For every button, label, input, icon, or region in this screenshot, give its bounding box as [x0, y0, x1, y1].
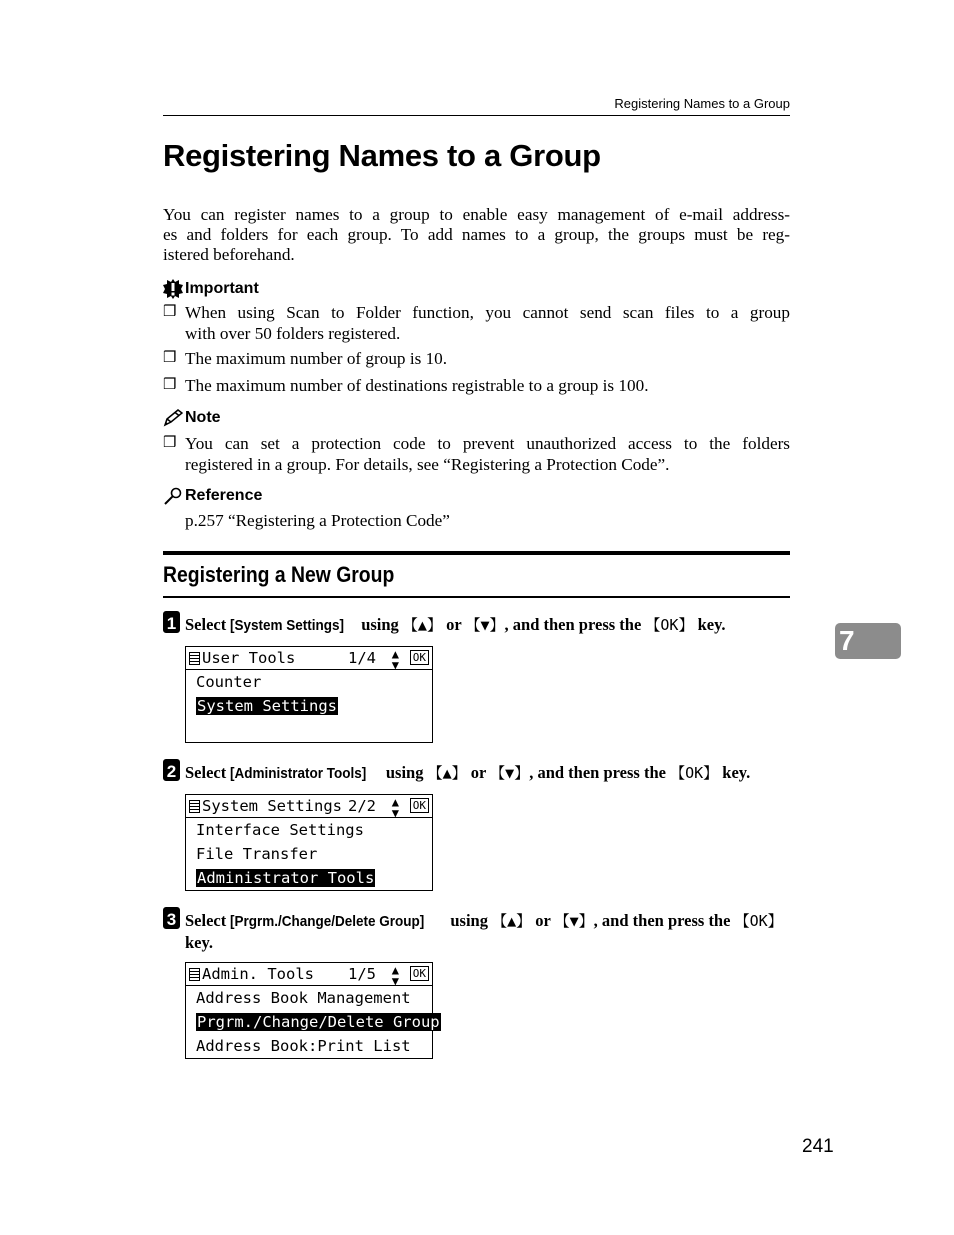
lcd-title: System Settings	[202, 797, 342, 815]
up-down-arrows-icon: ▲ ▼	[391, 795, 399, 820]
step-text-part: , and then press the	[529, 763, 671, 782]
key-ok: 【OK】	[670, 764, 719, 782]
checkbox-icon: ❒	[163, 350, 177, 366]
intro-line: You can register names to a group to enable easy management of e-mail address-	[163, 205, 790, 224]
section-title: Registering a New Group	[163, 562, 395, 587]
lcd-header	[186, 647, 432, 670]
lcd-ok-key: OK	[410, 650, 429, 665]
chapter-tab: 7	[835, 623, 901, 659]
lcd-ok-key: OK	[410, 798, 429, 813]
page-number: 241	[802, 1136, 834, 1157]
step-text-part: using	[446, 911, 493, 930]
lcd-row-text: Prgrm./Change/Delete Group	[197, 1013, 440, 1031]
lcd-screen	[185, 646, 433, 743]
step-text-part: Select	[185, 763, 231, 782]
menu-item-name: [Prgrm./Change/Delete Group]	[230, 913, 425, 930]
note-item	[163, 433, 790, 475]
lcd-title: Admin. Tools	[202, 965, 314, 983]
important-item	[163, 302, 790, 344]
pencil-icon	[163, 409, 183, 427]
step-number: 2	[163, 759, 180, 781]
important-item	[163, 375, 790, 396]
lcd-header	[186, 963, 432, 986]
step-text-part: using	[357, 615, 403, 634]
lcd-row-text: File Transfer	[196, 845, 318, 863]
lcd-row	[186, 842, 432, 866]
document-icon	[189, 800, 200, 813]
intro-line: istered beforehand.	[163, 245, 295, 264]
step-text-part: or	[441, 615, 466, 634]
reference-heading-label: Reference	[185, 487, 263, 504]
magnifier-icon	[163, 487, 183, 505]
important-icon	[163, 279, 183, 299]
lcd-page: 2/2	[348, 797, 376, 815]
lcd-row	[186, 986, 432, 1010]
important-heading	[163, 279, 259, 299]
up-down-arrows-icon: ▲ ▼	[391, 963, 399, 988]
step-number: 3	[163, 907, 180, 929]
lcd-row-text: Address Book Management	[196, 989, 411, 1007]
lcd-page: 1/4	[348, 649, 376, 667]
intro-line: es and folders for each group. To add names to a group, the groups must be reg-	[163, 225, 790, 244]
step-text-part: using	[381, 763, 428, 782]
lcd-row	[186, 670, 432, 694]
up-down-arrows-icon: ▲ ▼	[391, 647, 399, 672]
step-text-part: , and then press the	[504, 615, 646, 634]
item-line: When using Scan to Folder function, you cannot send scan files to a group	[185, 303, 790, 322]
step-text-part: , and then press the	[593, 911, 735, 930]
menu-item-name: [Administrator Tools]	[230, 765, 367, 782]
step-instruction	[185, 762, 750, 783]
step-text-part: Select	[185, 615, 231, 634]
lcd-screen	[185, 794, 433, 891]
lcd-row	[186, 818, 432, 842]
page-title: Registering Names to a Group	[163, 138, 601, 173]
document-icon	[189, 652, 200, 665]
key-ok: 【OK】	[645, 616, 694, 634]
item-line: You can set a protection code to prevent unauthorized access to the folders	[185, 434, 790, 453]
section-rule-top	[163, 551, 790, 555]
item-line: The maximum number of group is 10.	[185, 349, 448, 368]
step-text-part: or	[466, 763, 491, 782]
key-up: 【▲】	[427, 764, 467, 782]
key-up: 【▲】	[402, 616, 442, 634]
key-down: 【▼】	[554, 912, 594, 930]
step-instruction	[185, 910, 790, 953]
header-rule	[163, 115, 790, 116]
step-number: 1	[163, 611, 180, 633]
lcd-row	[186, 718, 432, 742]
lcd-row-text: Address Book:Print List	[196, 1037, 411, 1055]
lcd-row-text: System Settings	[197, 697, 337, 715]
lcd-title: User Tools	[202, 649, 296, 667]
section-rule-bottom	[163, 596, 790, 598]
step-text-part: Select	[185, 911, 231, 930]
item-line: registered in a group. For details, see “Registering a Protection Code”.	[185, 455, 670, 474]
item-line: The maximum number of destinations registrable to a group is 100.	[185, 376, 649, 395]
lcd-ok-key: OK	[410, 966, 429, 981]
checkbox-icon: ❒	[163, 304, 177, 320]
key-down: 【▼】	[465, 616, 505, 634]
running-head: Registering Names to a Group	[614, 96, 790, 111]
key-ok: 【OK】	[734, 912, 783, 930]
item-line: with over 50 folders registered.	[185, 324, 401, 343]
checkbox-icon: ❒	[163, 435, 177, 451]
intro-paragraph	[163, 205, 790, 265]
step-text-part: key.	[185, 933, 213, 952]
lcd-row-selected	[186, 694, 432, 718]
lcd-row-selected	[186, 866, 432, 890]
lcd-row-text: Counter	[196, 673, 262, 691]
lcd-screen	[185, 962, 440, 1059]
menu-item-name: [System Settings]	[230, 617, 345, 634]
note-heading-label: Note	[185, 409, 221, 426]
key-up: 【▲】	[492, 912, 532, 930]
important-item	[163, 348, 790, 369]
step-text-part: key.	[718, 763, 751, 782]
checkbox-icon: ❒	[163, 377, 177, 393]
key-down: 【▼】	[490, 764, 530, 782]
step-instruction	[185, 614, 726, 635]
note-heading	[163, 409, 221, 427]
important-heading-label: Important	[185, 280, 259, 297]
step-text-part: or	[531, 911, 555, 930]
step-text-part: key.	[693, 615, 726, 634]
lcd-page: 1/5	[348, 965, 376, 983]
lcd-row-text: Administrator Tools	[197, 869, 375, 887]
lcd-row-selected	[186, 1010, 440, 1034]
reference-heading	[163, 487, 262, 505]
lcd-row-text: Interface Settings	[196, 821, 364, 839]
lcd-row	[186, 1034, 432, 1058]
lcd-header	[186, 795, 432, 818]
document-icon	[189, 968, 200, 981]
reference-text: p.257 “Registering a Protection Code”	[185, 511, 450, 530]
